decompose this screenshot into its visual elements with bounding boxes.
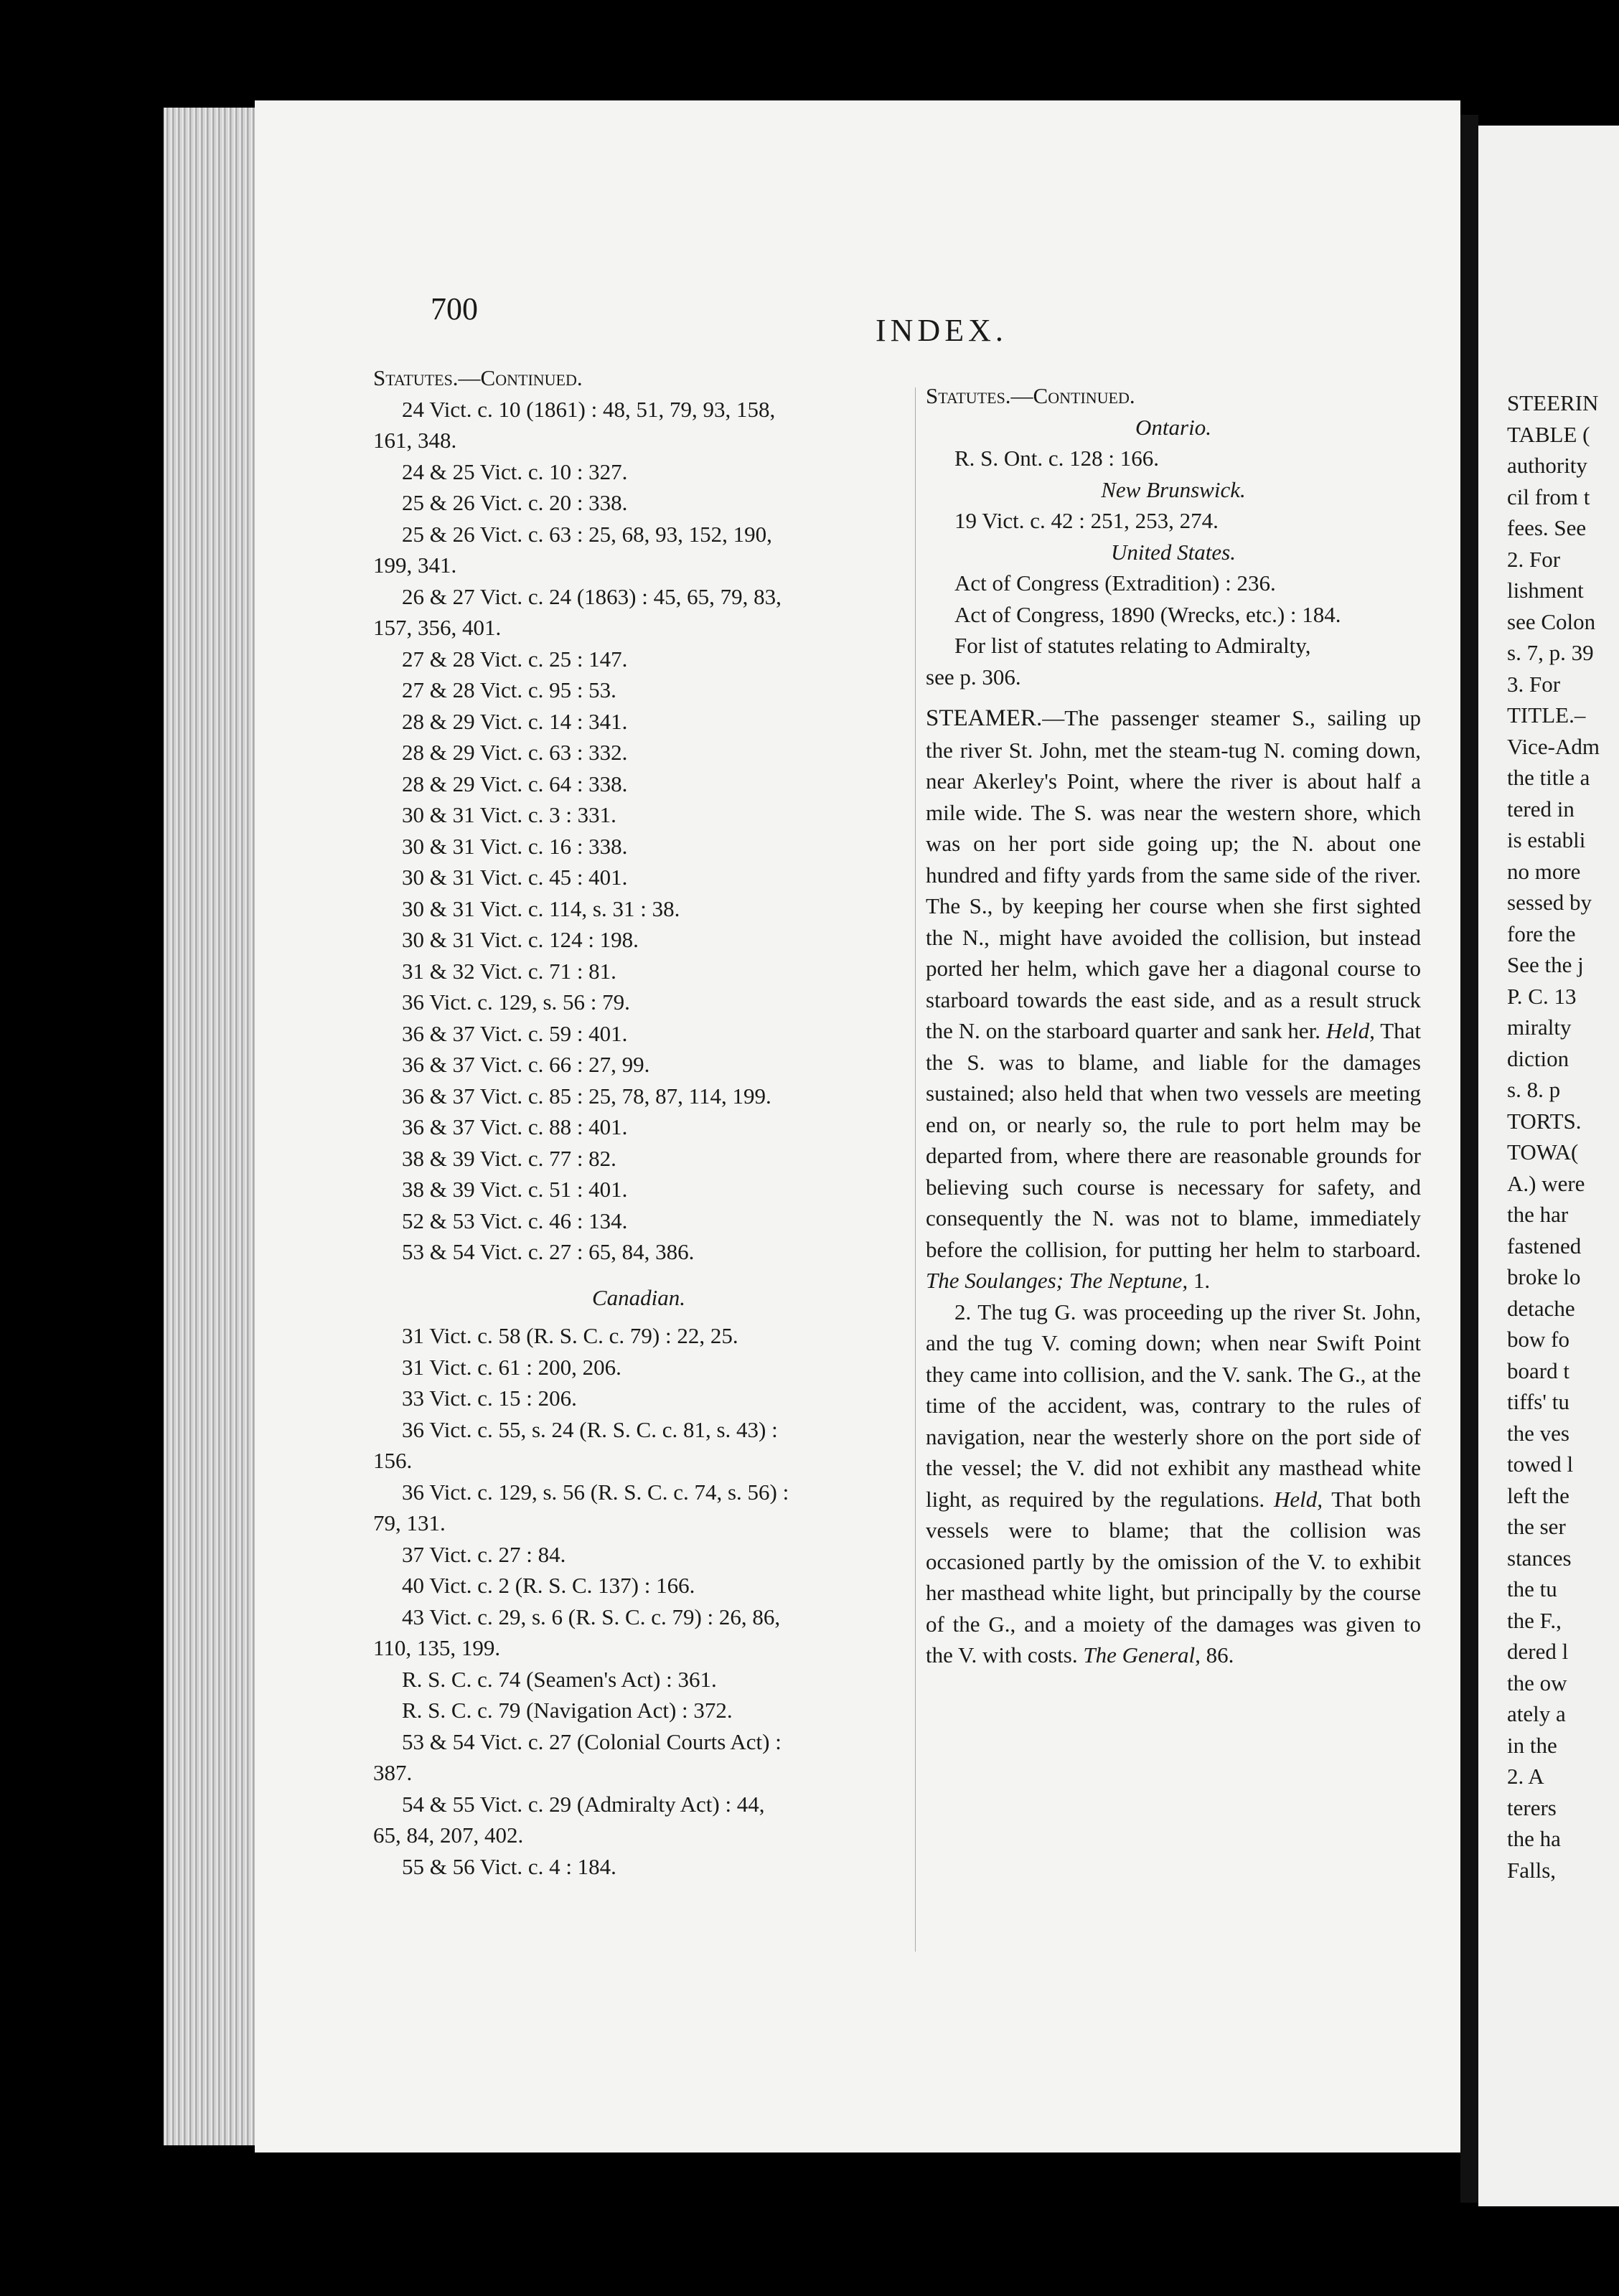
us-entry: Act of Congress, 1890 (Wrecks, etc.) : 184. xyxy=(954,601,1341,627)
facing-page-line: is establi xyxy=(1507,827,1586,852)
canadian-heading: Canadian. xyxy=(591,1284,686,1310)
ontario-entry: R. S. Ont. c. 128 : 166. xyxy=(954,446,1160,471)
index-entry-line: 36 & 37 Vict. c. 88 : 401. xyxy=(402,1114,628,1139)
index-entry-line: 38 & 39 Vict. c. 77 : 82. xyxy=(402,1145,616,1171)
steamer-holding: That the S. was to blame, and liable for the damages sustained; also held that when two vessels are meeting end on, or nearly so, the rule to port helm may be departed from, where there are reasonable grounds for believing such course is necessary for safety, and consequently the N. was not to blame, immediately before the collision, for putting her helm to starboard. xyxy=(926,1018,1421,1262)
index-entry-line: 30 & 31 Vict. c. 114, s. 31 : 38. xyxy=(402,895,680,921)
facing-page-line: the ves xyxy=(1507,1420,1569,1446)
continued-label-right: Statutes.—Continued. xyxy=(926,383,1135,408)
right-column xyxy=(926,380,1421,1671)
facing-page-line: cil from t xyxy=(1507,484,1590,509)
facing-page-line: fees. See xyxy=(1507,515,1587,540)
index-entry-line: 36 & 37 Vict. c. 59 : 401. xyxy=(402,1020,628,1046)
index-entry-line: 40 Vict. c. 2 (R. S. C. 137) : 166. xyxy=(402,1573,695,1598)
index-entry-line: 30 & 31 Vict. c. 45 : 401. xyxy=(402,865,628,890)
index-entry-line: 65, 84, 207, 402. xyxy=(373,1822,524,1848)
index-entry-line: 31 Vict. c. 61 : 200, 206. xyxy=(402,1354,621,1380)
steamer-entry-2 xyxy=(926,1297,1421,1671)
index-entry-line: 110, 135, 199. xyxy=(373,1635,501,1660)
index-entry-line: 53 & 54 Vict. c. 27 (Colonial Courts Act) : xyxy=(402,1728,782,1754)
facing-page-line: TABLE ( xyxy=(1507,421,1590,447)
index-entry-line: 387. xyxy=(373,1760,413,1785)
facing-page-line: tiffs' tu xyxy=(1507,1389,1569,1414)
facing-page-line: 3. For xyxy=(1507,671,1561,697)
facing-page-line: TITLE.– xyxy=(1507,702,1586,728)
facing-page-text xyxy=(1507,387,1619,1886)
facing-page-line: towed l xyxy=(1507,1452,1574,1477)
index-entry-line: 38 & 39 Vict. c. 51 : 401. xyxy=(402,1177,628,1202)
facing-page-line: the ha xyxy=(1507,1826,1561,1851)
index-entry-line: R. S. C. c. 79 (Navigation Act) : 372. xyxy=(402,1698,733,1723)
steamer-entry xyxy=(926,702,1421,1297)
facing-page-line: See the j xyxy=(1507,952,1584,977)
continued-label: Statutes.—Continued. xyxy=(373,365,583,390)
facing-page-line: detache xyxy=(1507,1295,1575,1321)
index-entry-line: 36 Vict. c. 55, s. 24 (R. S. C. c. 81, s. 43) : xyxy=(402,1416,778,1442)
facing-page-line: left the xyxy=(1507,1482,1569,1508)
case-citation: The Soulanges; The Neptune, xyxy=(926,1268,1188,1293)
facing-page-line: broke lo xyxy=(1507,1264,1581,1289)
facing-page-line: P. C. 13 xyxy=(1507,983,1577,1009)
index-entry-line: 28 & 29 Vict. c. 64 : 338. xyxy=(402,771,628,796)
facing-page-line: board t xyxy=(1507,1358,1569,1383)
facing-page-line: A.) were xyxy=(1507,1170,1585,1196)
facing-page-line: 2. For xyxy=(1507,546,1561,572)
facing-page-line: s. 8. p xyxy=(1507,1077,1561,1102)
book-gutter xyxy=(1460,115,1478,2203)
facing-page-line: bow fo xyxy=(1507,1327,1569,1352)
facing-page-line: Falls, xyxy=(1507,1857,1557,1883)
facing-page-line: dered l xyxy=(1507,1639,1569,1664)
facing-page-line: lishment xyxy=(1507,578,1584,603)
index-entry-line: 161, 348. xyxy=(373,428,457,453)
facing-page-line: sessed by xyxy=(1507,890,1592,915)
index-entry-line: R. S. C. c. 74 (Seamen's Act) : 361. xyxy=(402,1666,717,1692)
page-number: 700 xyxy=(431,291,478,326)
ontario-heading: Ontario. xyxy=(1135,414,1211,440)
see-also-line: For list of statutes relating to Admiralty, xyxy=(954,633,1311,658)
column-rule xyxy=(915,387,916,1952)
facing-page-line: fastened xyxy=(1507,1233,1582,1258)
see-also-page: see p. 306. xyxy=(926,664,1021,690)
index-entry-line: 24 & 25 Vict. c. 10 : 327. xyxy=(402,458,628,484)
new-brunswick-entry: 19 Vict. c. 42 : 251, 253, 274. xyxy=(954,508,1219,533)
index-entry-line: 30 & 31 Vict. c. 124 : 198. xyxy=(402,927,639,952)
index-entry-line: 27 & 28 Vict. c. 95 : 53. xyxy=(402,677,616,702)
index-entry-line: 54 & 55 Vict. c. 29 (Admiralty Act) : 44, xyxy=(402,1791,765,1817)
statute-list xyxy=(373,394,904,1268)
facing-page-line: in the xyxy=(1507,1732,1557,1758)
index-entry-line: 43 Vict. c. 29, s. 6 (R. S. C. c. 79) : 26, 86, xyxy=(402,1604,781,1629)
index-entry-line: 25 & 26 Vict. c. 20 : 338. xyxy=(402,490,628,515)
facing-page-line: no more xyxy=(1507,858,1581,884)
left-column xyxy=(373,362,904,1882)
index-entry-line: 30 & 31 Vict. c. 3 : 331. xyxy=(402,802,616,827)
facing-page-line: see Colon xyxy=(1507,608,1596,634)
facing-page-line: terers xyxy=(1507,1794,1557,1820)
book-page-edges xyxy=(164,108,257,2145)
index-entry-line: 28 & 29 Vict. c. 14 : 341. xyxy=(402,708,628,734)
facing-page-line: miralty xyxy=(1507,1015,1572,1040)
index-entry-line: 28 & 29 Vict. c. 63 : 332. xyxy=(402,740,628,765)
facing-page-line: TORTS. xyxy=(1507,1108,1582,1134)
facing-page-line: Vice-Adm xyxy=(1507,733,1600,759)
facing-page-line: s. 7, p. 39 xyxy=(1507,640,1594,665)
index-entry-line: 33 Vict. c. 15 : 206. xyxy=(402,1385,577,1411)
index-entry-line: 24 Vict. c. 10 (1861) : 48, 51, 79, 93, 158, xyxy=(402,396,776,422)
facing-page-line: the F., xyxy=(1507,1607,1562,1633)
held-label-2: Held, xyxy=(1273,1486,1323,1512)
facing-page-line: STEERIN xyxy=(1507,390,1599,415)
united-states-heading: United States. xyxy=(1111,539,1236,565)
us-entry: Act of Congress (Extradition) : 236. xyxy=(954,570,1276,596)
facing-page-line: 2. A xyxy=(1507,1764,1544,1789)
index-entry-line: 156. xyxy=(373,1448,413,1473)
facing-page-line: diction xyxy=(1507,1045,1569,1071)
steamer-text: —The passenger steamer S., sailing up the river St. John, met the steam-tug N. coming down, near Akerley's Point, where the river is about half a mile wide. The S. was near the western shore, which was on her port side going up; the N. about one hundred and fifty yards from the same side of the river. The S., by keeping her course when she first sighted the N., might have avoided the collision, but instead ported her helm, which gave her a diagonal course to starboard towards the east side, and as a result struck the N. on the starboard quarter and sank her. xyxy=(926,705,1421,1043)
index-entry-line: 31 Vict. c. 58 (R. S. C. c. 79) : 22, 25. xyxy=(402,1323,738,1348)
index-entry-line: 30 & 31 Vict. c. 16 : 338. xyxy=(402,833,628,859)
facing-page-line: the title a xyxy=(1507,765,1590,790)
steamer-holding-2: That both vessels were to blame; that the collision was occasioned partly by the omission of the V. to exhibit her masthead white light, but principally by the course of the G., and a moiety of the damages was given to the V. with costs. xyxy=(926,1486,1422,1667)
index-entry-line: 27 & 28 Vict. c. 25 : 147. xyxy=(402,646,628,672)
new-brunswick-heading: New Brunswick. xyxy=(1101,476,1246,502)
canadian-statute-list xyxy=(373,1320,904,1882)
facing-page-line: stances xyxy=(1507,1545,1572,1571)
index-entry-line: 53 & 54 Vict. c. 27 : 65, 84, 386. xyxy=(402,1239,695,1264)
facing-page-line: TOWA( xyxy=(1507,1139,1579,1165)
index-entry-line: 79, 131. xyxy=(373,1510,446,1535)
index-entry-line: 37 Vict. c. 27 : 84. xyxy=(402,1541,566,1567)
facing-page-line: authority xyxy=(1507,453,1587,478)
facing-page-line: the har xyxy=(1507,1202,1569,1227)
facing-page-line: the ow xyxy=(1507,1670,1567,1695)
case-citation-2: The General, xyxy=(1083,1642,1201,1667)
index-entry-line: 25 & 26 Vict. c. 63 : 25, 68, 93, 152, 190, xyxy=(402,521,772,547)
steamer-heading: STEAMER. xyxy=(926,705,1043,731)
index-entry-line: 55 & 56 Vict. c. 4 : 184. xyxy=(402,1853,616,1879)
case-page: 1. xyxy=(1193,1268,1211,1293)
facing-page-line: fore the xyxy=(1507,921,1576,946)
index-entry-line: 36 & 37 Vict. c. 85 : 25, 78, 87, 114, 199. xyxy=(402,1083,771,1109)
held-label: Held, xyxy=(1325,1018,1375,1043)
index-entry-line: 157, 356, 401. xyxy=(373,615,502,640)
index-entry-line: 36 & 37 Vict. c. 66 : 27, 99. xyxy=(402,1052,650,1077)
index-entry-line: 36 Vict. c. 129, s. 56 (R. S. C. c. 74, s. 56) : xyxy=(402,1479,789,1505)
index-entry-line: 36 Vict. c. 129, s. 56 : 79. xyxy=(402,989,630,1015)
facing-page-line: ately a xyxy=(1507,1701,1566,1726)
index-entry-line: 31 & 32 Vict. c. 71 : 81. xyxy=(402,958,616,984)
steamer-text-2: 2. The tug G. was proceeding up the river St. John, and the tug V. coming down; when near Swift Point they came into collision, and the V. sank. The G., at the time of the accident, was, contrary to the rules of navigation, near the westerly shore on the port side of the vessel; the V. did not exhibit any masthead white light, as required by the regulations. xyxy=(926,1299,1421,1512)
index-entry-line: 26 & 27 Vict. c. 24 (1863) : 45, 65, 79, 83, xyxy=(402,583,782,609)
index-entry-line: 52 & 53 Vict. c. 46 : 134. xyxy=(402,1208,628,1233)
facing-page-line: the ser xyxy=(1507,1514,1566,1539)
facing-page-line: the tu xyxy=(1507,1576,1557,1601)
facing-page-line: tered in xyxy=(1507,796,1575,822)
case-page-2: 86. xyxy=(1206,1642,1234,1667)
index-entry-line: 199, 341. xyxy=(373,552,457,578)
running-head: INDEX. xyxy=(876,313,1008,348)
